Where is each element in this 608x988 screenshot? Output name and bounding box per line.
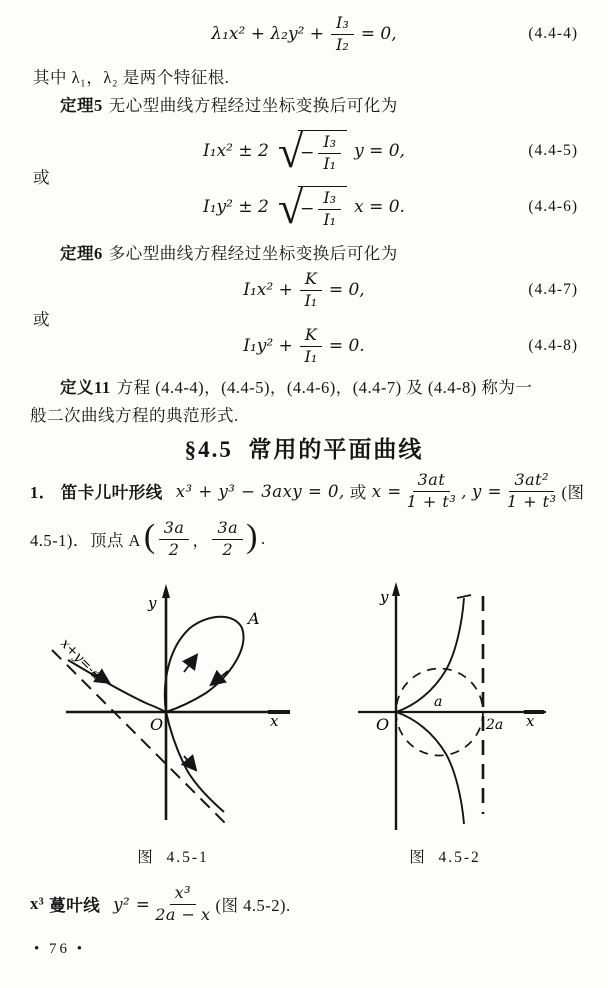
asymptote-line <box>52 650 228 826</box>
eq448-denominator: I₁ <box>304 346 318 366</box>
y-axis-arrowhead <box>162 584 170 598</box>
radical-sign: √ <box>277 126 304 178</box>
figure-1-caption: 图 4.5-1 <box>137 849 209 866</box>
item-1-comma: , <box>461 481 468 501</box>
item-1-fraction-x <box>406 469 457 511</box>
eq444-tag: (4.4-4) <box>528 25 578 42</box>
eq444-numerator: I₃ <box>331 15 354 35</box>
item-2-fraction <box>155 882 211 924</box>
item-1-fraction-y <box>506 469 557 511</box>
two-a-label: 2a <box>486 717 504 733</box>
vertex-fraction-1-den: 2 <box>168 539 180 559</box>
folium-loop <box>165 617 244 712</box>
figure-2-caption: 图 4.5-2 <box>409 849 481 866</box>
origin-label: O <box>376 715 390 734</box>
cissoid-upper-branch <box>396 598 464 712</box>
eq446-radical <box>277 182 347 234</box>
x-axis-label: x <box>526 712 535 730</box>
eq445-minus: − <box>300 143 315 163</box>
x-axis-label: x <box>270 712 279 730</box>
direction-arrow <box>184 656 196 672</box>
item-2-number: x³ <box>30 894 45 913</box>
page-number: • 76 • <box>34 941 86 957</box>
eq448-tag: (4.4-8) <box>528 337 578 354</box>
item-1-line-1 <box>30 468 585 514</box>
item-2-fraction-num: x³ <box>170 885 196 905</box>
equation-446 <box>0 180 608 234</box>
definition-11-body: 方程 (4.4-4)，(4.4-5)，(4.4-6)，(4.4-7) 及 (4.4-8) 称为一 <box>116 378 533 397</box>
eq446-rhs: x = 0. <box>354 197 405 217</box>
eq446-numerator: I₃ <box>318 190 341 210</box>
asymptote-equation-label: x+y=-a <box>57 635 105 683</box>
y-axis-arrowhead <box>392 582 400 596</box>
section-heading: §4.5 常用的平面曲线 <box>184 437 424 462</box>
eq445-numerator: I₃ <box>318 134 341 154</box>
vertex-fraction-2-num: 3a <box>212 520 243 540</box>
theorem-6-body: 多心型曲线方程经过坐标变换后可化为 <box>108 244 398 263</box>
where-line: 其中 λ₁，λ₂ 是两个特征根. <box>33 68 230 87</box>
vertex-fraction-2-den: 2 <box>222 539 234 559</box>
item-1-or: 或 <box>349 483 367 502</box>
eq447-tag: (4.4-7) <box>528 281 578 298</box>
item-2-equation-lhs: y² = <box>113 894 151 914</box>
vertex-fraction-1 <box>159 517 190 559</box>
figure-cissoid <box>338 572 563 844</box>
eq445-tag: (4.4-5) <box>528 142 578 159</box>
eq447-lhs: I₁x² + <box>243 280 293 300</box>
eq444-fraction <box>331 12 354 54</box>
folium-lower-branch <box>166 712 224 812</box>
eq448-fraction <box>300 324 322 366</box>
close-paren: ) <box>246 518 258 555</box>
eq446-tag: (4.4-6) <box>528 198 578 215</box>
theorem-6-label: 定理6 <box>60 244 103 263</box>
fraction-x-numerator: 3at <box>413 472 451 492</box>
item-2-term: 蔓叶线 <box>49 896 101 915</box>
item-2-line <box>30 880 291 928</box>
fraction-y-denominator: 1 + t³ <box>506 491 557 511</box>
eq445-denominator: I₁ <box>323 153 337 173</box>
theorem-5 <box>60 92 398 116</box>
or-2: 或 <box>33 310 50 329</box>
y-axis-label: y <box>148 594 157 612</box>
branch-end-tick <box>457 595 471 598</box>
equation-448 <box>0 322 608 370</box>
definition-11-label: 定义11 <box>60 378 111 397</box>
eq446-minus: − <box>300 199 315 219</box>
eq446-denominator: I₁ <box>323 209 337 229</box>
item-2-fraction-den: 2a − x <box>155 904 211 924</box>
item-1-term: 笛卡儿叶形线 <box>60 483 163 502</box>
item-1-line-2 <box>30 516 266 562</box>
definition-11 <box>60 374 532 398</box>
radical-sign: √ <box>277 182 304 234</box>
figure-folium-of-descartes <box>38 572 328 844</box>
eq444-denominator: I₂ <box>336 34 349 54</box>
eq447-denominator: I₁ <box>304 290 318 310</box>
item-1-y-equals: y = <box>472 481 502 501</box>
eq447-rhs: = 0, <box>328 280 365 300</box>
item-1-number: 1． <box>30 483 56 502</box>
item-1-fig-ref-open: (图 <box>561 483 585 502</box>
item-2-fig-ref: (图 4.5-2). <box>215 896 291 915</box>
eq445-lhs: I₁x² ± 2 <box>203 141 269 161</box>
vertex-fraction-1-num: 3a <box>159 520 190 540</box>
equation-447 <box>0 266 608 314</box>
eq448-numerator: K <box>300 327 322 347</box>
eq447-numerator: K <box>300 271 322 291</box>
or-1: 或 <box>33 168 50 187</box>
vertex-fraction-2 <box>212 517 243 559</box>
vertex-separator: ， <box>192 531 210 550</box>
eq448-lhs: I₁y² + <box>243 336 293 356</box>
theorem-5-label: 定理5 <box>60 96 103 115</box>
eq445-rhs: y = 0, <box>354 141 405 161</box>
open-paren: ( <box>143 518 156 555</box>
equation-445 <box>0 124 608 178</box>
equation-444 <box>0 10 608 58</box>
origin-label: O <box>150 715 164 734</box>
item-1-eq-implicit: x³ + y³ − 3axy = 0, <box>175 481 345 501</box>
theorem-6 <box>60 240 398 264</box>
eq444-lhs: λ₁x² + λ₂y² + <box>211 24 325 44</box>
vertex-a-label: A <box>248 609 260 628</box>
eq445-radical <box>277 126 347 178</box>
definition-11-continued: 般二次曲线方程的典范形式. <box>30 406 239 425</box>
fraction-y-numerator: 3at² <box>509 472 554 492</box>
item-1-vertex-text: 4.5-1)．顶点 A <box>30 531 141 550</box>
radius-label: a <box>434 694 443 710</box>
eq447-fraction <box>300 268 322 310</box>
eq448-rhs: = 0. <box>328 336 365 356</box>
y-axis-label: y <box>380 588 389 606</box>
item-1-period: . <box>261 529 266 548</box>
cissoid-lower-branch <box>396 712 464 824</box>
fraction-x-denominator: 1 + t³ <box>406 491 457 511</box>
eq446-lhs: I₁y² ± 2 <box>203 197 269 217</box>
theorem-5-body: 无心型曲线方程经过坐标变换后可化为 <box>108 96 398 115</box>
item-1-x-equals: x = <box>371 481 402 501</box>
eq444-rhs: = 0, <box>360 24 397 44</box>
